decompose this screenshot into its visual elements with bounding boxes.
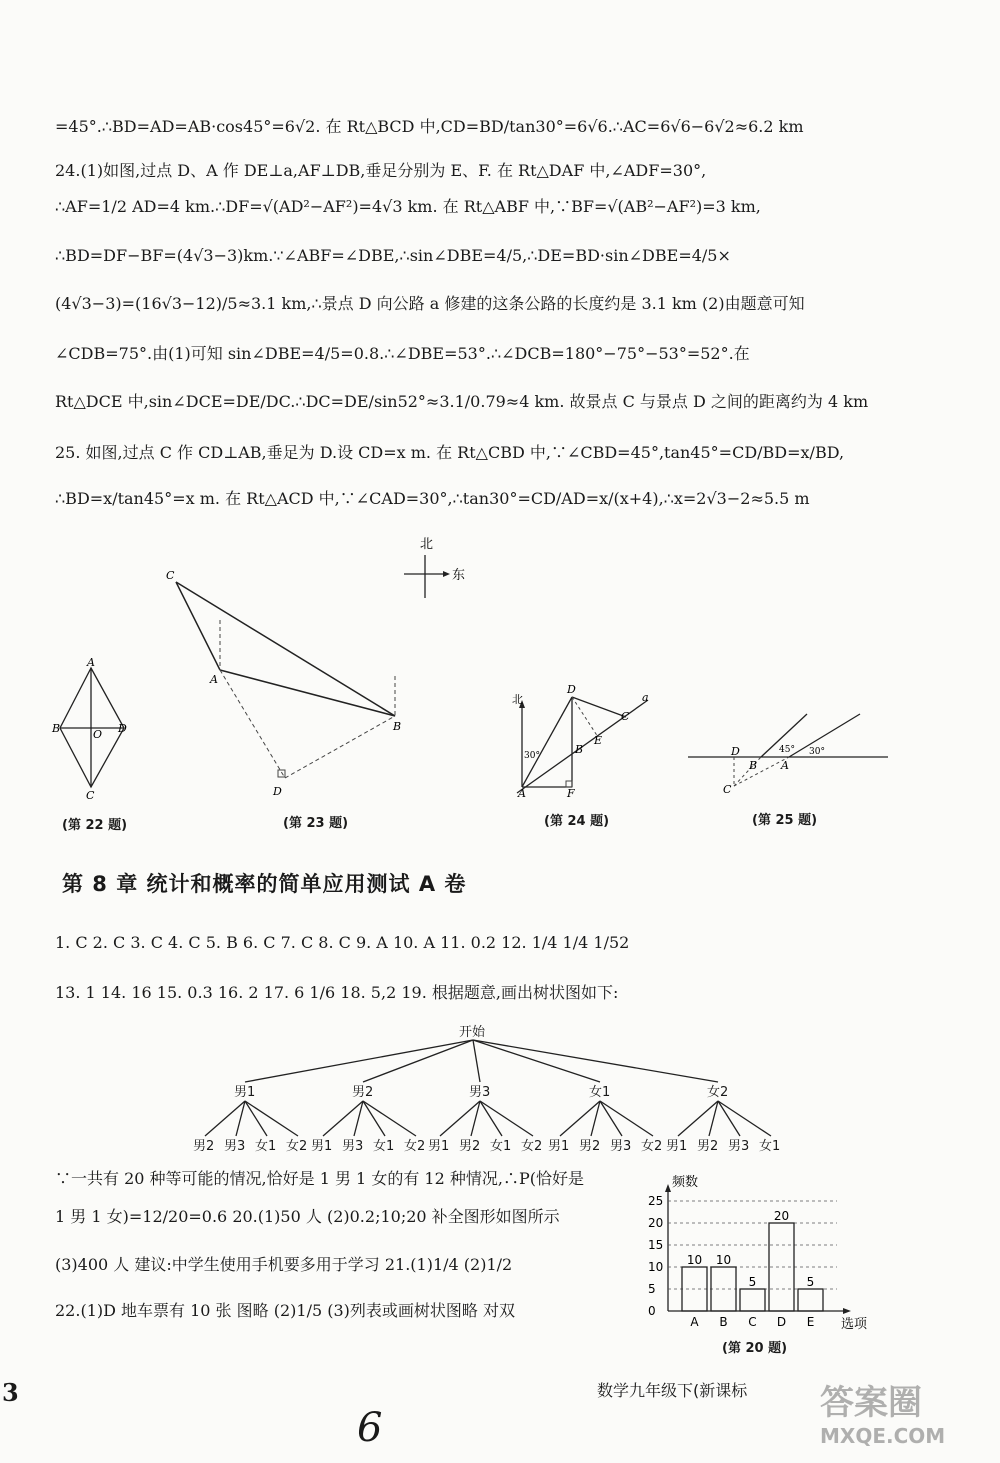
watermark-bottom-text: MXQE.COM: [820, 1424, 946, 1448]
tree-leaf-label: 男2: [459, 1139, 481, 1154]
q22-label-c: C: [86, 789, 95, 802]
tree-root-label: 开始: [459, 1025, 486, 1040]
y-tick-label: 0: [648, 1304, 656, 1318]
chapter-heading: 第 8 章 统计和概率的简单应用测试 A 卷: [62, 872, 467, 896]
bar: [740, 1289, 765, 1311]
watermark-top-text: 答案圈: [820, 1383, 922, 1423]
tree-branch-label: 女2: [707, 1085, 729, 1100]
q23-label-c: C: [166, 569, 175, 582]
caption-q20: (第 20 题): [722, 1341, 788, 1356]
y-tick-label: 25: [648, 1194, 664, 1208]
page-number: 3: [2, 1378, 19, 1407]
q24-label-north: 北: [512, 693, 523, 706]
tree-leaf-label: 男1: [548, 1139, 570, 1154]
q24-label-c: C: [621, 710, 630, 723]
q25-label-30: 30°: [809, 747, 825, 757]
tree-leaf-label: 女1: [255, 1139, 277, 1154]
tree-leaf-label: 男3: [610, 1139, 632, 1154]
caption-q24: (第 24 题): [544, 814, 610, 829]
compass-north-label: 北: [420, 537, 434, 552]
solution-line-5: (4√3−3)=(16√3−12)/5≈3.1 km,∴景点 D 向公路 a 修建的这条公路的长度约是 3.1 km (2)由题意可知: [55, 294, 805, 313]
x-tick-label: C: [748, 1315, 757, 1329]
tree-leaf-label: 女2: [404, 1139, 426, 1154]
q24-label-d: D: [567, 683, 576, 696]
q22-label-b: B: [52, 722, 61, 735]
tree-leaf-label: 男1: [666, 1139, 688, 1154]
solution-line-2: 24.(1)如图,过点 D、A 作 DE⊥a,AF⊥DB,垂足分别为 E、F. 在 Rt△DAF 中,∠ADF=30°,: [55, 161, 707, 180]
tree-branch-label: 男1: [234, 1085, 256, 1100]
bar-value-label: 5: [806, 1275, 815, 1289]
tree-leaf-label: 男1: [428, 1139, 450, 1154]
y-tick-label: 10: [648, 1260, 664, 1274]
answer-line-1: 1. C 2. C 3. C 4. C 5. B 6. C 7. C 8. C 9. A 10. A 11. 0.2 12. 1/4 1/4 1/52: [55, 933, 630, 952]
q24-label-b: B: [575, 743, 584, 756]
answer-line-2: 13. 1 14. 16 15. 0.3 16. 2 17. 6 1/6 18. 5,2 19. 根据题意,画出树状图如下:: [55, 983, 619, 1002]
q25-label-c: C: [723, 783, 732, 796]
solution-line-7: Rt△DCE 中,sin∠DCE=DE/DC.∴DC=DE/sin52°≈3.1/0.79≈4 km. 故景点 C 与景点 D 之间的距离约为 4 km: [55, 392, 869, 411]
answer-line-3: ∵一共有 20 种等可能的情况,恰好是 1 男 1 女的有 12 种情况,∴P(恰好是: [55, 1169, 584, 1188]
q22-label-o: O: [93, 728, 103, 741]
tree-leaf-label: 男2: [579, 1139, 601, 1154]
bar: [798, 1289, 823, 1311]
q24-label-angle: 30°: [524, 751, 540, 761]
q23-label-b: B: [393, 720, 402, 733]
tree-leaf-label: 女1: [759, 1139, 781, 1154]
compass-east-label: 东: [452, 568, 466, 583]
x-tick-label: B: [719, 1315, 728, 1329]
y-tick-label: 5: [648, 1282, 656, 1296]
answer-line-5: (3)400 人 建议:中学生使用手机要多用于学习 21.(1)1/4 (2)1/2: [55, 1255, 513, 1274]
answer-line-6: 22.(1)D 地车票有 10 张 图略 (2)1/5 (3)列表或画树状图略 对双: [55, 1301, 515, 1320]
bar-value-label: 20: [773, 1209, 790, 1223]
tree-leaf-label: 男2: [193, 1139, 215, 1154]
y-axis-arrow-icon: [665, 1184, 671, 1192]
bar-value-label: 10: [686, 1253, 703, 1267]
handwritten-mark: 6: [357, 1405, 383, 1451]
bar-value-label: 10: [715, 1253, 732, 1267]
q25-label-d: D: [731, 745, 740, 758]
q24-label-a: A: [518, 787, 526, 800]
y-tick-label: 20: [648, 1216, 664, 1230]
page-footer: 数学九年级下(新课标: [597, 1381, 748, 1400]
caption-q23: (第 23 题): [283, 816, 349, 831]
tree-leaf-label: 男2: [697, 1139, 719, 1154]
solution-line-6: ∠CDB=75°.由(1)可知 sin∠DBE=4/5=0.8.∴∠DBE=53°.∴∠DCB=180°−75°−53°=52°.在: [55, 344, 750, 363]
tree-leaf-label: 女1: [490, 1139, 512, 1154]
answer-line-4: 1 男 1 女)=12/20=0.6 20.(1)50 人 (2)0.2;10;20 补全图形如图所示: [55, 1207, 560, 1226]
tree-branch-label: 女1: [589, 1085, 611, 1100]
caption-q25: (第 25 题): [752, 813, 818, 828]
x-axis-label: 选项: [841, 1317, 868, 1332]
solution-line-3: ∴AF=1/2 AD=4 km.∴DF=√(AD²−AF²)=4√3 km. 在 Rt△ABF 中,∵BF=√(AB²−AF²)=3 km,: [55, 197, 761, 216]
q25-label-a: A: [781, 759, 789, 772]
x-axis-arrow-icon: [843, 1308, 851, 1314]
solution-line-9: ∴BD=x/tan45°=x m. 在 Rt△ACD 中,∵∠CAD=30°,∴tan30°=CD/AD=x/(x+4),∴x=2√3−2≈5.5 m: [55, 489, 810, 508]
solution-line-1: =45°.∴BD=AD=AB·cos45°=6√2. 在 Rt△BCD 中,CD=BD/tan30°=6√6.∴AC=6√6−6√2≈6.2 km: [55, 117, 804, 136]
tree-leaf-label: 男3: [342, 1139, 364, 1154]
x-tick-label: A: [690, 1315, 699, 1329]
solution-line-4: ∴BD=DF−BF=(4√3−3)km.∵∠ABF=∠DBE,∴sin∠DBE=4/5,∴DE=BD·sin∠DBE=4/5×: [55, 246, 731, 265]
tree-leaf-label: 男3: [728, 1139, 750, 1154]
q24-label-e: E: [594, 734, 603, 747]
tree-leaf-label: 女2: [521, 1139, 543, 1154]
tree-leaf-label: 男1: [311, 1139, 333, 1154]
y-axis-label: 频数: [672, 1175, 699, 1190]
watermark-logo: [820, 1375, 995, 1455]
q25-label-45: 45°: [779, 745, 795, 755]
solution-line-8: 25. 如图,过点 C 作 CD⊥AB,垂足为 D.设 CD=x m. 在 Rt△CBD 中,∵∠CBD=45°,tan45°=CD/BD=x/BD,: [55, 443, 845, 462]
tree-leaf-label: 女2: [641, 1139, 663, 1154]
tree-leaf-label: 男3: [224, 1139, 246, 1154]
tree-leaf-label: 女2: [286, 1139, 308, 1154]
bar-value-label: 5: [748, 1275, 757, 1289]
q23-label-a: A: [210, 673, 218, 686]
q22-label-d: D: [118, 722, 127, 735]
q23-label-d: D: [273, 785, 282, 798]
q25-label-b: B: [749, 759, 758, 772]
caption-q22: (第 22 题): [62, 818, 128, 833]
x-tick-label: E: [806, 1315, 815, 1329]
y-tick-label: 15: [648, 1238, 664, 1252]
x-tick-label: D: [776, 1315, 787, 1329]
q24-label-a-road: a: [642, 691, 649, 704]
tree-branch-label: 男2: [352, 1085, 374, 1100]
q24-label-f: F: [567, 787, 575, 800]
tree-leaf-label: 女1: [373, 1139, 395, 1154]
tree-branch-label: 男3: [469, 1085, 491, 1100]
q22-label-a: A: [87, 656, 95, 669]
